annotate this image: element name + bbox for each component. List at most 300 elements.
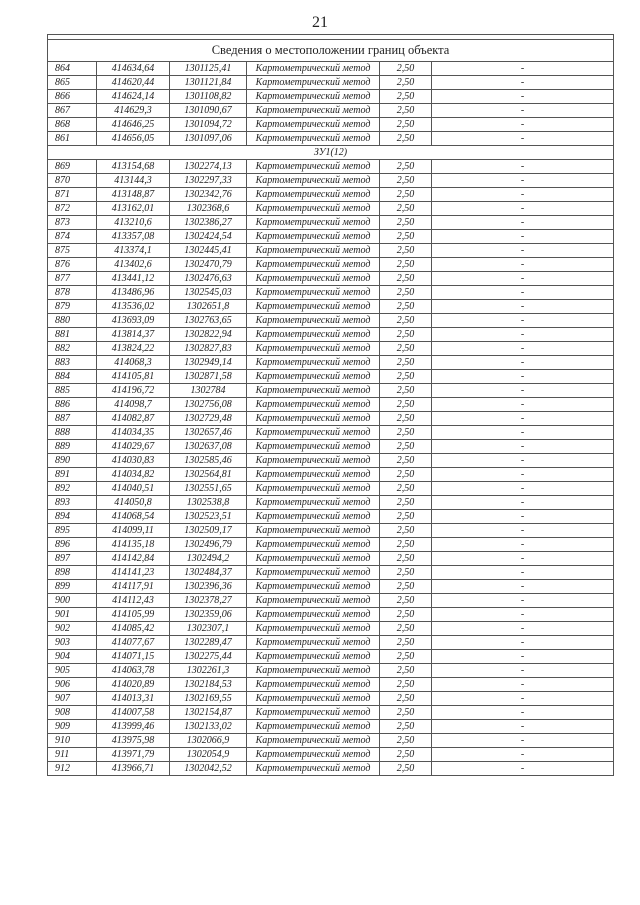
method-cell: Картометрический метод: [247, 692, 380, 706]
method-cell: Картометрический метод: [247, 412, 380, 426]
note-cell: -: [432, 384, 614, 398]
method-cell: Картометрический метод: [247, 748, 380, 762]
table-row: [48, 510, 614, 524]
coord-y-cell: 1302637,08: [170, 440, 247, 454]
coord-y-cell: 1302275,44: [170, 650, 247, 664]
table-row: [48, 62, 614, 76]
table-row: [48, 622, 614, 636]
accuracy-cell: 2,50: [380, 230, 432, 244]
method-cell: Картометрический метод: [247, 202, 380, 216]
table-row: [48, 398, 614, 412]
method-cell: Картометрический метод: [247, 216, 380, 230]
table-row: [48, 244, 614, 258]
accuracy-cell: 2,50: [380, 678, 432, 692]
note-cell: -: [432, 440, 614, 454]
table-title-row: [48, 40, 614, 62]
point-number-cell: 871: [48, 188, 97, 202]
coord-y-cell: 1302496,79: [170, 538, 247, 552]
boundary-table-body: [48, 35, 614, 776]
accuracy-cell: 2,50: [380, 286, 432, 300]
coord-y-cell: 1302289,47: [170, 636, 247, 650]
point-number-cell: 867: [48, 104, 97, 118]
point-number-cell: 909: [48, 720, 97, 734]
note-cell: -: [432, 174, 614, 188]
table-row: [48, 202, 614, 216]
accuracy-cell: 2,50: [380, 524, 432, 538]
coord-x-cell: 414034,82: [97, 468, 170, 482]
accuracy-cell: 2,50: [380, 594, 432, 608]
note-cell: -: [432, 118, 614, 132]
point-number-cell: 869: [48, 160, 97, 174]
note-cell: -: [432, 608, 614, 622]
coord-y-cell: 1302297,33: [170, 174, 247, 188]
method-cell: Картометрический метод: [247, 538, 380, 552]
accuracy-cell: 2,50: [380, 734, 432, 748]
coord-y-cell: 1302564,81: [170, 468, 247, 482]
accuracy-cell: 2,50: [380, 188, 432, 202]
coord-y-cell: 1302476,63: [170, 272, 247, 286]
method-cell: Картометрический метод: [247, 342, 380, 356]
point-number-cell: 868: [48, 118, 97, 132]
accuracy-cell: 2,50: [380, 426, 432, 440]
note-cell: -: [432, 188, 614, 202]
coord-x-cell: 414624,14: [97, 90, 170, 104]
method-cell: Картометрический метод: [247, 482, 380, 496]
table-row: [48, 76, 614, 90]
coord-y-cell: 1302261,3: [170, 664, 247, 678]
coord-x-cell: 414142,84: [97, 552, 170, 566]
point-number-cell: 864: [48, 62, 97, 76]
accuracy-cell: 2,50: [380, 664, 432, 678]
coord-y-cell: 1302378,27: [170, 594, 247, 608]
point-number-cell: 904: [48, 650, 97, 664]
table-row: [48, 468, 614, 482]
coord-y-cell: 1302784: [170, 384, 247, 398]
note-cell: -: [432, 258, 614, 272]
coord-x-cell: 414646,25: [97, 118, 170, 132]
point-number-cell: 879: [48, 300, 97, 314]
coord-x-cell: 413486,96: [97, 286, 170, 300]
coord-x-cell: 414656,05: [97, 132, 170, 146]
coord-x-cell: 413144,3: [97, 174, 170, 188]
point-number-cell: 887: [48, 412, 97, 426]
accuracy-cell: 2,50: [380, 258, 432, 272]
accuracy-cell: 2,50: [380, 482, 432, 496]
accuracy-cell: 2,50: [380, 216, 432, 230]
coord-x-cell: 414105,81: [97, 370, 170, 384]
coord-y-cell: 1302871,58: [170, 370, 247, 384]
accuracy-cell: 2,50: [380, 468, 432, 482]
coord-x-cell: 414071,15: [97, 650, 170, 664]
accuracy-cell: 2,50: [380, 90, 432, 104]
note-cell: -: [432, 342, 614, 356]
coord-y-cell: 1302949,14: [170, 356, 247, 370]
point-number-cell: 875: [48, 244, 97, 258]
point-number-cell: 892: [48, 482, 97, 496]
point-number-cell: 890: [48, 454, 97, 468]
coord-y-cell: 1302424,54: [170, 230, 247, 244]
point-number-cell: 882: [48, 342, 97, 356]
method-cell: Картометрический метод: [247, 398, 380, 412]
note-cell: -: [432, 566, 614, 580]
table-row: [48, 594, 614, 608]
method-cell: Картометрический метод: [247, 62, 380, 76]
coord-x-cell: 413441,12: [97, 272, 170, 286]
table-row: [48, 230, 614, 244]
point-number-cell: 903: [48, 636, 97, 650]
table-row: [48, 328, 614, 342]
coord-x-cell: 414013,31: [97, 692, 170, 706]
note-cell: -: [432, 552, 614, 566]
table-row: [48, 132, 614, 146]
coord-y-cell: 1302729,48: [170, 412, 247, 426]
accuracy-cell: 2,50: [380, 272, 432, 286]
method-cell: Картометрический метод: [247, 90, 380, 104]
coord-x-cell: 414082,87: [97, 412, 170, 426]
coord-x-cell: 414634,64: [97, 62, 170, 76]
accuracy-cell: 2,50: [380, 384, 432, 398]
coord-x-cell: 414068,3: [97, 356, 170, 370]
accuracy-cell: 2,50: [380, 538, 432, 552]
accuracy-cell: 2,50: [380, 342, 432, 356]
note-cell: -: [432, 468, 614, 482]
coord-x-cell: 414629,3: [97, 104, 170, 118]
method-cell: Картометрический метод: [247, 510, 380, 524]
accuracy-cell: 2,50: [380, 692, 432, 706]
coord-y-cell: 1302042,52: [170, 762, 247, 776]
note-cell: -: [432, 398, 614, 412]
accuracy-cell: 2,50: [380, 622, 432, 636]
table-row: [48, 426, 614, 440]
table-row: [48, 650, 614, 664]
note-cell: -: [432, 720, 614, 734]
accuracy-cell: 2,50: [380, 62, 432, 76]
method-cell: Картометрический метод: [247, 468, 380, 482]
point-number-cell: 908: [48, 706, 97, 720]
coord-y-cell: 1302538,8: [170, 496, 247, 510]
coord-y-cell: 1302551,65: [170, 482, 247, 496]
note-cell: -: [432, 734, 614, 748]
coord-y-cell: 1302133,02: [170, 720, 247, 734]
point-number-cell: 911: [48, 748, 97, 762]
note-cell: -: [432, 762, 614, 776]
coord-y-cell: 1302274,13: [170, 160, 247, 174]
table-row: [48, 314, 614, 328]
note-cell: -: [432, 314, 614, 328]
table-row: [48, 538, 614, 552]
table-row: [48, 706, 614, 720]
table-row: [48, 608, 614, 622]
table-row: [48, 496, 614, 510]
note-cell: -: [432, 272, 614, 286]
accuracy-cell: 2,50: [380, 552, 432, 566]
note-cell: -: [432, 426, 614, 440]
table-row: [48, 762, 614, 776]
coord-x-cell: 414085,42: [97, 622, 170, 636]
coord-y-cell: 1302169,55: [170, 692, 247, 706]
method-cell: Картометрический метод: [247, 384, 380, 398]
point-number-cell: 870: [48, 174, 97, 188]
coord-x-cell: 414112,43: [97, 594, 170, 608]
accuracy-cell: 2,50: [380, 510, 432, 524]
method-cell: Картометрический метод: [247, 762, 380, 776]
point-number-cell: 912: [48, 762, 97, 776]
point-number-cell: 865: [48, 76, 97, 90]
method-cell: Картометрический метод: [247, 706, 380, 720]
method-cell: Картометрический метод: [247, 664, 380, 678]
table-row: [48, 272, 614, 286]
coord-x-cell: 413824,22: [97, 342, 170, 356]
coord-y-cell: 1302307,1: [170, 622, 247, 636]
point-number-cell: 883: [48, 356, 97, 370]
table-row: [48, 678, 614, 692]
method-cell: Картометрический метод: [247, 230, 380, 244]
table-row: [48, 90, 614, 104]
note-cell: -: [432, 636, 614, 650]
point-number-cell: 888: [48, 426, 97, 440]
point-number-cell: 886: [48, 398, 97, 412]
table-row: [48, 188, 614, 202]
method-cell: Картометрический метод: [247, 328, 380, 342]
method-cell: Картометрический метод: [247, 244, 380, 258]
method-cell: Картометрический метод: [247, 300, 380, 314]
note-cell: -: [432, 356, 614, 370]
table-row: [48, 748, 614, 762]
coord-y-cell: 1302342,76: [170, 188, 247, 202]
coord-x-cell: 413693,09: [97, 314, 170, 328]
coord-x-cell: 414068,54: [97, 510, 170, 524]
note-cell: -: [432, 160, 614, 174]
method-cell: Картометрический метод: [247, 552, 380, 566]
coord-x-cell: 413971,79: [97, 748, 170, 762]
table-row: [48, 118, 614, 132]
point-number-cell: 877: [48, 272, 97, 286]
note-cell: -: [432, 202, 614, 216]
accuracy-cell: 2,50: [380, 608, 432, 622]
coord-y-cell: 1301125,41: [170, 62, 247, 76]
coord-x-cell: 414040,51: [97, 482, 170, 496]
coord-y-cell: 1302445,41: [170, 244, 247, 258]
point-number-cell: 884: [48, 370, 97, 384]
point-number-cell: 872: [48, 202, 97, 216]
coord-y-cell: 1302822,94: [170, 328, 247, 342]
accuracy-cell: 2,50: [380, 748, 432, 762]
point-number-cell: 910: [48, 734, 97, 748]
coord-y-cell: 1302657,46: [170, 426, 247, 440]
table-row: [48, 552, 614, 566]
coord-y-cell: 1301090,67: [170, 104, 247, 118]
point-number-cell: 907: [48, 692, 97, 706]
coord-y-cell: 1301097,06: [170, 132, 247, 146]
point-number-cell: 891: [48, 468, 97, 482]
note-cell: -: [432, 524, 614, 538]
point-number-cell: 893: [48, 496, 97, 510]
coord-y-cell: 1301121,84: [170, 76, 247, 90]
note-cell: -: [432, 104, 614, 118]
method-cell: Картометрический метод: [247, 734, 380, 748]
coord-x-cell: 414196,72: [97, 384, 170, 398]
method-cell: Картометрический метод: [247, 440, 380, 454]
coord-x-cell: 414034,35: [97, 426, 170, 440]
coord-x-cell: 413210,6: [97, 216, 170, 230]
table-row: [48, 160, 614, 174]
method-cell: Картометрический метод: [247, 272, 380, 286]
coord-x-cell: 414030,83: [97, 454, 170, 468]
note-cell: -: [432, 692, 614, 706]
coord-x-cell: 413148,87: [97, 188, 170, 202]
table-row: [48, 104, 614, 118]
method-cell: Картометрический метод: [247, 580, 380, 594]
table-row: [48, 664, 614, 678]
accuracy-cell: 2,50: [380, 412, 432, 426]
coord-x-cell: 414098,7: [97, 398, 170, 412]
coord-y-cell: 1302509,17: [170, 524, 247, 538]
coord-y-cell: 1302545,03: [170, 286, 247, 300]
coord-y-cell: 1302066,9: [170, 734, 247, 748]
method-cell: Картометрический метод: [247, 76, 380, 90]
accuracy-cell: 2,50: [380, 720, 432, 734]
table-row: [48, 636, 614, 650]
method-cell: Картометрический метод: [247, 650, 380, 664]
coord-x-cell: 413357,08: [97, 230, 170, 244]
point-number-cell: 878: [48, 286, 97, 300]
accuracy-cell: 2,50: [380, 398, 432, 412]
coord-x-cell: 413966,71: [97, 762, 170, 776]
table-row: [48, 216, 614, 230]
accuracy-cell: 2,50: [380, 174, 432, 188]
table-row: [48, 258, 614, 272]
table-row: [48, 482, 614, 496]
note-cell: -: [432, 300, 614, 314]
coord-y-cell: 1302054,9: [170, 748, 247, 762]
accuracy-cell: 2,50: [380, 202, 432, 216]
table-row: [48, 286, 614, 300]
method-cell: Картометрический метод: [247, 622, 380, 636]
table-row: [48, 412, 614, 426]
coord-y-cell: 1302396,36: [170, 580, 247, 594]
coord-x-cell: 414077,67: [97, 636, 170, 650]
coord-x-cell: 414117,91: [97, 580, 170, 594]
point-number-cell: 905: [48, 664, 97, 678]
note-cell: -: [432, 482, 614, 496]
method-cell: Картометрический метод: [247, 160, 380, 174]
note-cell: -: [432, 370, 614, 384]
coord-y-cell: 1301108,82: [170, 90, 247, 104]
coord-x-cell: 413154,68: [97, 160, 170, 174]
coord-x-cell: 414099,11: [97, 524, 170, 538]
coord-y-cell: 1302585,46: [170, 454, 247, 468]
section-label: ЗУ1(12): [48, 146, 614, 160]
point-number-cell: 894: [48, 510, 97, 524]
method-cell: Картометрический метод: [247, 370, 380, 384]
coord-x-cell: 413814,37: [97, 328, 170, 342]
accuracy-cell: 2,50: [380, 440, 432, 454]
accuracy-cell: 2,50: [380, 454, 432, 468]
table-row: [48, 300, 614, 314]
accuracy-cell: 2,50: [380, 118, 432, 132]
coord-y-cell: 1302184,53: [170, 678, 247, 692]
method-cell: Картометрический метод: [247, 454, 380, 468]
coord-x-cell: 414007,58: [97, 706, 170, 720]
note-cell: -: [432, 706, 614, 720]
coord-x-cell: 414141,23: [97, 566, 170, 580]
note-cell: -: [432, 496, 614, 510]
note-cell: -: [432, 328, 614, 342]
point-number-cell: 902: [48, 622, 97, 636]
point-number-cell: 880: [48, 314, 97, 328]
accuracy-cell: 2,50: [380, 636, 432, 650]
point-number-cell: 881: [48, 328, 97, 342]
table-row: [48, 342, 614, 356]
note-cell: -: [432, 244, 614, 258]
point-number-cell: 901: [48, 608, 97, 622]
accuracy-cell: 2,50: [380, 300, 432, 314]
accuracy-cell: 2,50: [380, 370, 432, 384]
page-number: 21: [312, 14, 328, 31]
method-cell: Картометрический метод: [247, 426, 380, 440]
point-number-cell: 861: [48, 132, 97, 146]
method-cell: Картометрический метод: [247, 524, 380, 538]
accuracy-cell: 2,50: [380, 328, 432, 342]
point-number-cell: 876: [48, 258, 97, 272]
note-cell: -: [432, 748, 614, 762]
accuracy-cell: 2,50: [380, 650, 432, 664]
point-number-cell: 885: [48, 384, 97, 398]
coord-x-cell: 414105,99: [97, 608, 170, 622]
note-cell: -: [432, 538, 614, 552]
accuracy-cell: 2,50: [380, 76, 432, 90]
table-row: [48, 692, 614, 706]
accuracy-cell: 2,50: [380, 762, 432, 776]
method-cell: Картометрический метод: [247, 594, 380, 608]
coord-x-cell: 413999,46: [97, 720, 170, 734]
coord-y-cell: 1302494,2: [170, 552, 247, 566]
note-cell: -: [432, 580, 614, 594]
method-cell: Картометрический метод: [247, 314, 380, 328]
note-cell: -: [432, 230, 614, 244]
method-cell: Картометрический метод: [247, 356, 380, 370]
coord-y-cell: 1302368,6: [170, 202, 247, 216]
note-cell: -: [432, 454, 614, 468]
table-row: [48, 370, 614, 384]
accuracy-cell: 2,50: [380, 160, 432, 174]
note-cell: -: [432, 650, 614, 664]
coord-y-cell: 1302651,8: [170, 300, 247, 314]
accuracy-cell: 2,50: [380, 580, 432, 594]
table-row: [48, 356, 614, 370]
note-cell: -: [432, 132, 614, 146]
method-cell: Картометрический метод: [247, 636, 380, 650]
method-cell: Картометрический метод: [247, 118, 380, 132]
method-cell: Картометрический метод: [247, 286, 380, 300]
point-number-cell: 889: [48, 440, 97, 454]
coord-y-cell: 1302523,51: [170, 510, 247, 524]
note-cell: -: [432, 678, 614, 692]
coord-y-cell: 1302763,65: [170, 314, 247, 328]
table-row: [48, 720, 614, 734]
coord-y-cell: 1302484,37: [170, 566, 247, 580]
coord-x-cell: 414135,18: [97, 538, 170, 552]
table-row: [48, 580, 614, 594]
note-cell: -: [432, 664, 614, 678]
method-cell: Картометрический метод: [247, 132, 380, 146]
table-row: [48, 734, 614, 748]
table-row: [48, 566, 614, 580]
point-number-cell: 906: [48, 678, 97, 692]
coord-y-cell: 1302827,83: [170, 342, 247, 356]
point-number-cell: 896: [48, 538, 97, 552]
method-cell: Картометрический метод: [247, 608, 380, 622]
